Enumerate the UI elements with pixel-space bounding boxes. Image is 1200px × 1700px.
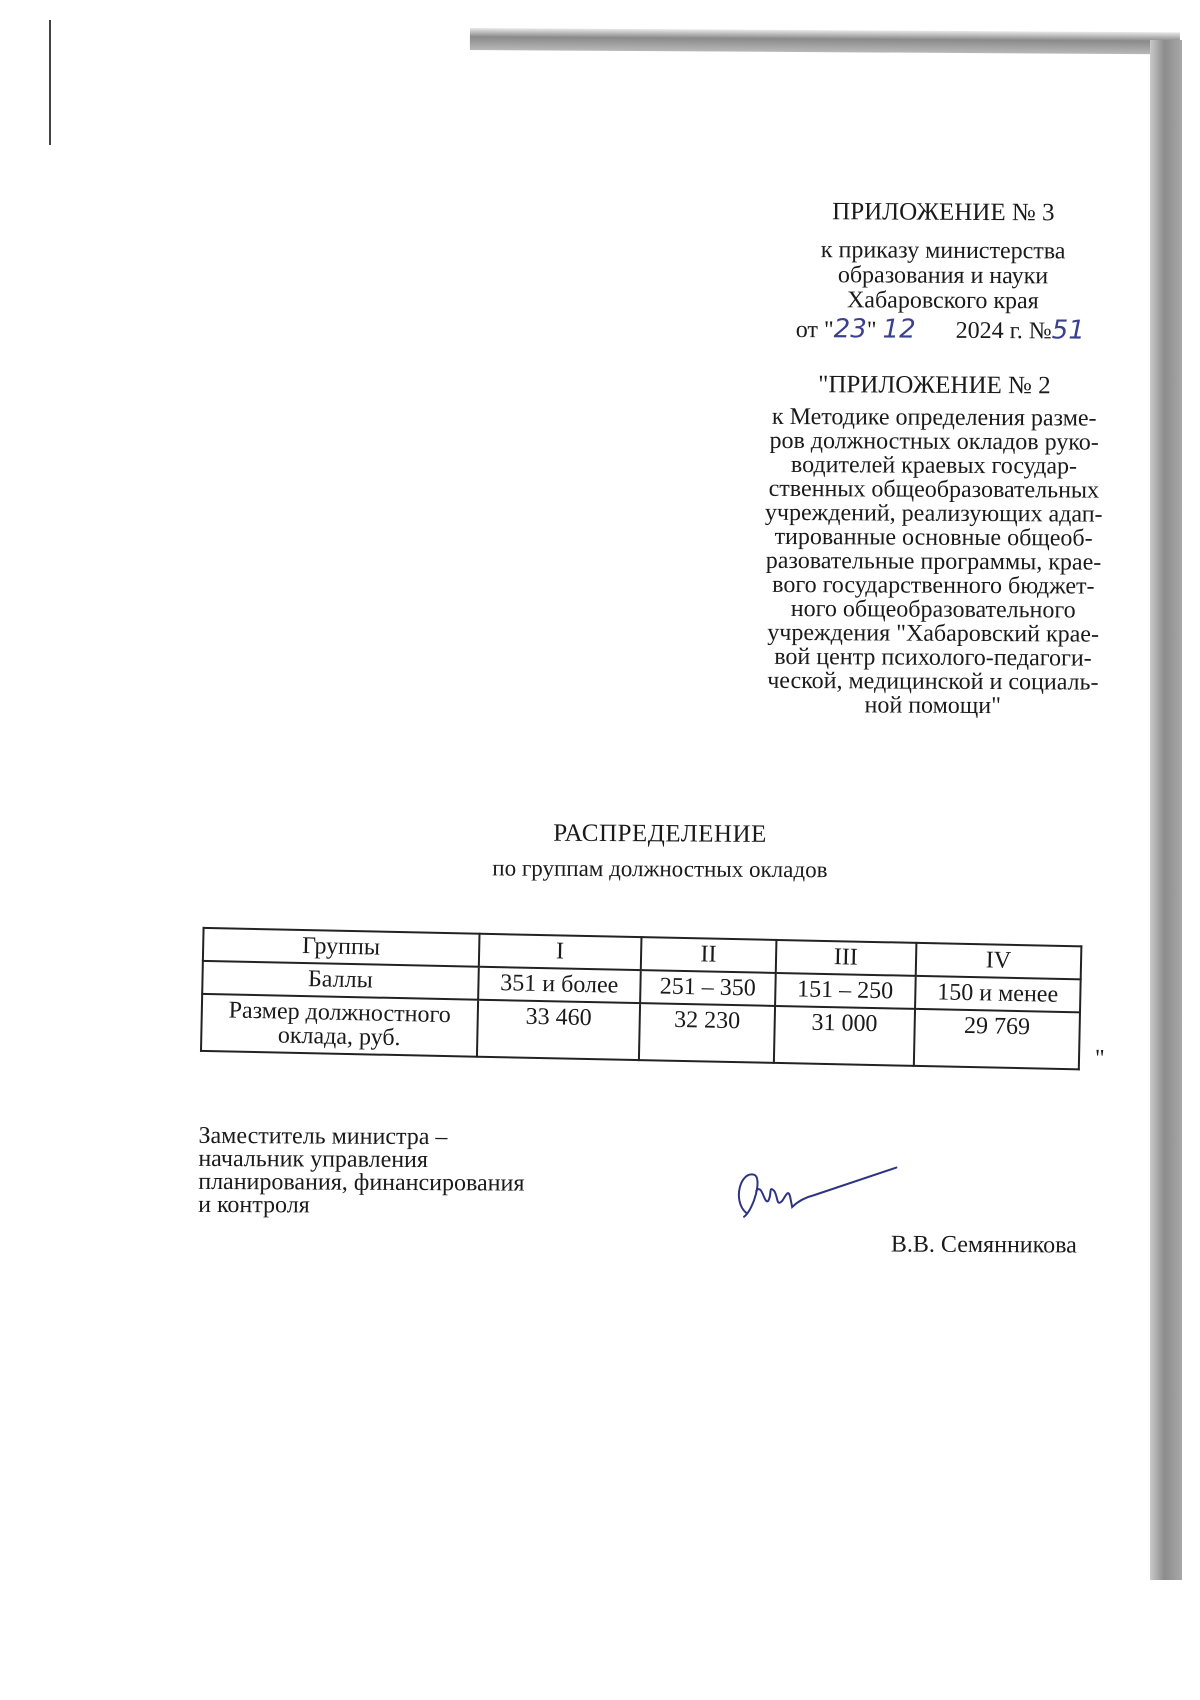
order-date-line [796, 314, 1126, 346]
table-cell: IV [915, 943, 1081, 979]
signer-name: В.В. Семянникова [890, 1231, 1077, 1259]
order-year: 2024 г. № [955, 317, 1052, 345]
table-cell: Группы [203, 928, 479, 967]
table-cell: 151 – 250 [775, 973, 916, 1009]
table-cell: 351 и более [478, 967, 641, 1003]
table-cell: 31 000 [774, 1006, 915, 1066]
appendix-2-title: "ПРИЛОЖЕНИЕ № 2 [818, 371, 1051, 400]
order-number-handwritten: 51 [1051, 315, 1085, 346]
order-month-handwritten: 12 [882, 314, 916, 345]
table-cell: 33 460 [477, 1000, 640, 1060]
appendix-3-line: Хабаровского края [846, 287, 1039, 315]
table-cell: 32 230 [639, 1003, 775, 1063]
table-cell: 29 769 [914, 1009, 1080, 1069]
table-cell: III [776, 940, 917, 976]
appendix-2-header [733, 373, 1135, 719]
appendix-3-line: к приказу министерства [820, 237, 1066, 265]
appendix-3-title: ПРИЛОЖЕНИЕ № 3 [832, 198, 1055, 227]
order-quote: " [866, 317, 877, 344]
appendix-2-description: к Методике определения разме- ров должностных окладов руко- водителей краевых государ- ственных общеобразовательных учреждений, реализующих адап- тированные основные общеоб- разовательные программы, крае- вого государственного бюджет- ного общеобразовательного учреждения "Хабаровский крае- вой центр психолого-педагоги- ческой, медицинской и социаль- ной помощи" [764, 403, 1103, 720]
table-cell: II [641, 937, 776, 973]
table-cell: I [479, 934, 642, 970]
signer-position: Заместитель министра – начальник управления планирования, финансирования и контроля [198, 1122, 525, 1219]
appendix-3-line: образования и науки [837, 262, 1049, 290]
table-cell: Баллы [202, 961, 478, 1000]
order-prefix: от " [795, 317, 834, 344]
table-closing-quote: " [1094, 1045, 1105, 1072]
table-cell: 251 – 350 [640, 970, 775, 1006]
heading-title: РАСПРЕДЕЛЕНИЕ [553, 819, 767, 848]
appendix-3-header [783, 199, 1104, 315]
salary-groups-table [200, 927, 1082, 1070]
heading-subtitle: по группам должностных окладов [492, 855, 828, 883]
document-heading [430, 819, 890, 883]
handwritten-signature [728, 1161, 898, 1232]
order-day-handwritten: 23 [833, 314, 867, 345]
table-cell: Размер должностного оклада, руб. [201, 994, 478, 1057]
table-cell: 150 и менее [915, 976, 1081, 1012]
